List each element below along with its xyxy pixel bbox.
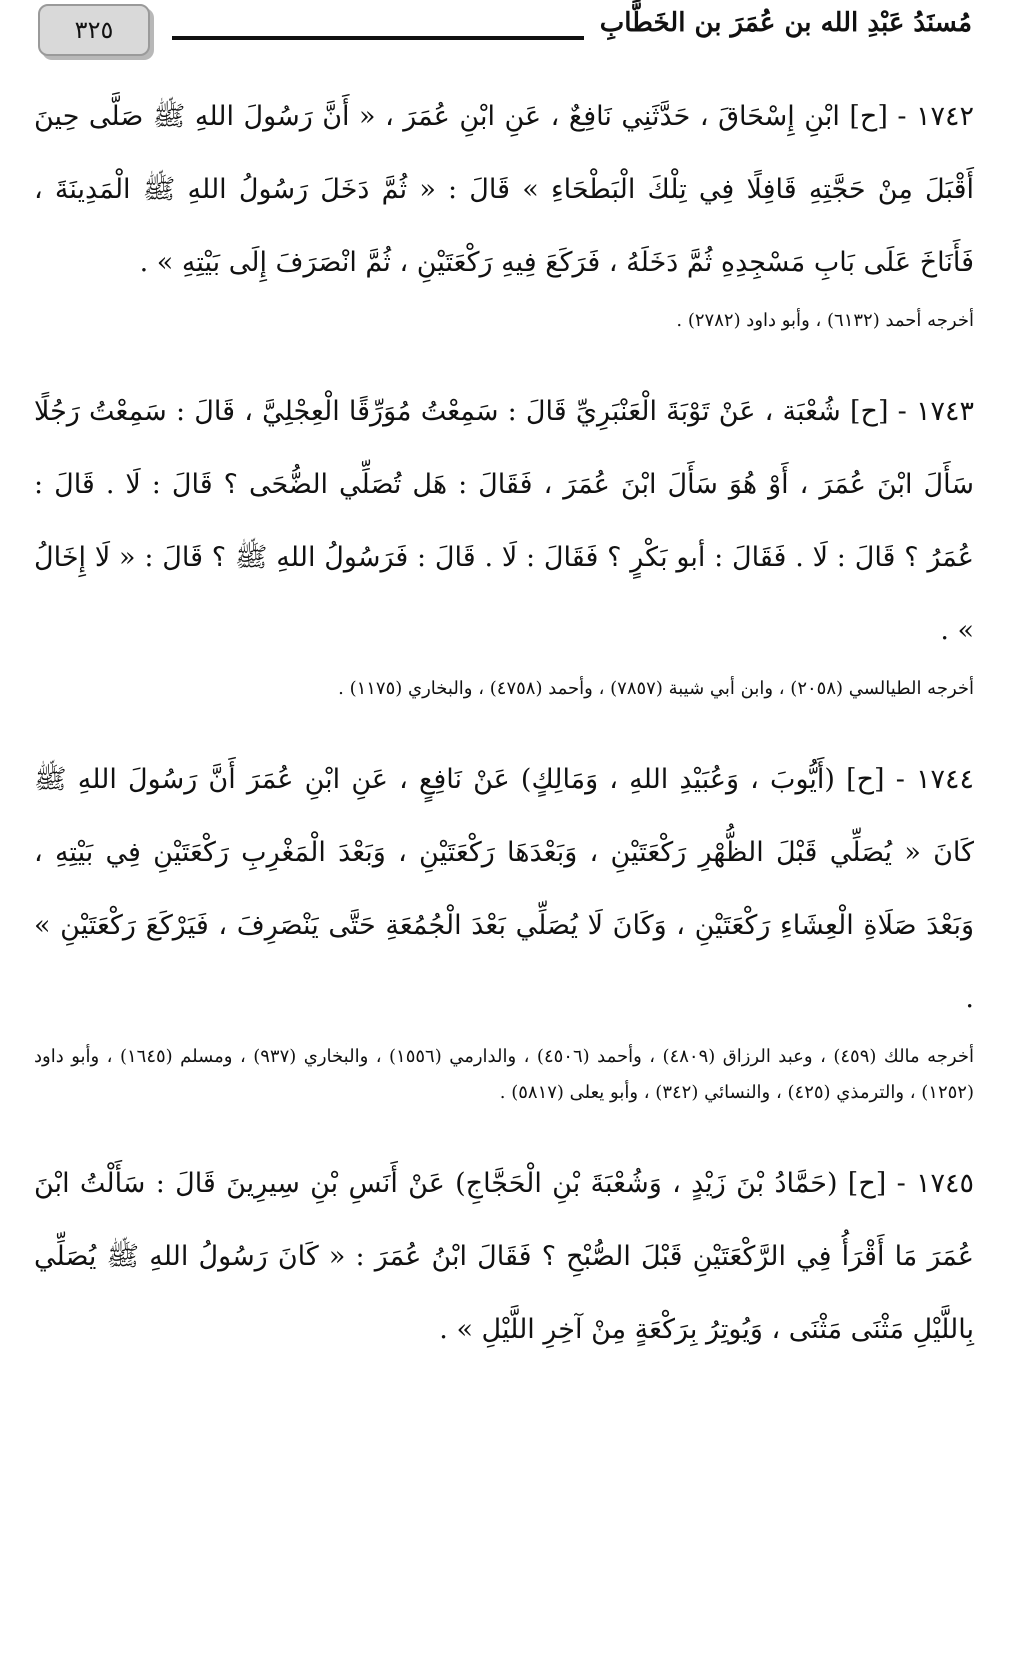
header-rule <box>172 36 584 40</box>
hadith-1742 <box>34 80 974 339</box>
hadith-text: ١٧٤٤ - [ح] (أَيُّوبَ ، وَعُبَيْدِ اللهِ ، وَمَالِكٍ) عَنْ نَافِعٍ ، عَنِ ابْنِ عُمَرَ أَنَّ رَسُولَ اللهِ ﷺ كَانَ « يُصَلِّي قَبْلَ الظُّهْرِ رَكْعَتَيْنِ ، وَبَعْدَهَا رَكْعَتَيْنِ ، وَبَعْدَ الْمَغْرِبِ رَكْعَتَيْنِ فِي بَيْتِهِ ، وَبَعْدَ صَلَاةِ الْعِشَاءِ رَكْعَتَيْنِ ، وَكَانَ لَا يُصَلِّي بَعْدَ الْجُمُعَةِ حَتَّى يَنْصَرِفَ ، فَيَرْكَعَ رَكْعَتَيْنِ » . <box>34 764 974 1014</box>
hadith-1745 <box>34 1147 974 1366</box>
hadith-text: ١٧٤٣ - [ح] شُعْبَة ، عَنْ تَوْبَةَ الْعَنْبَرِيِّ قَالَ : سَمِعْتُ مُوَرِّقًا الْعِجْلِيَّ ، قَالَ : سَمِعْتُ رَجُلًا سَأَلَ ابْنَ عُمَرَ ، أَوْ هُوَ سَأَلَ ابْنَ عُمَرَ ، فَقَالَ : هَل تُصَلِّي الضُّحَى ؟ قَالَ : لَا . قَالَ : عُمَرُ ؟ قَالَ : لَا . فَقَالَ : أبو بَكْرٍ ؟ فَقَالَ : لَا . قَالَ : فَرَسُولُ اللهِ ﷺ ؟ قَالَ : « لَا إِخَالُ » . <box>34 396 974 646</box>
takhrij-note: أخرجه الطيالسي (٢٠٥٨) ، وابن أبي شيبة (٧٨٥٧) ، وأحمد (٤٧٥٨) ، والبخاري (١١٧٥) . <box>338 678 974 699</box>
hadith-1743 <box>34 375 974 707</box>
takhrij-note: أخرجه مالك (٤٥٩) ، وعبد الرزاق (٤٨٠٩) ، وأحمد (٤٥٠٦) ، والدارمي (١٥٥٦) ، والبخاري (٩٣٧) ، ومسلم (١٦٤٥) ، وأبو داود (١٢٥٢) ، والترمذي (٤٢٥) ، والنسائي (٣٤٢) ، وأبو يعلى (٥٨١٧) . <box>34 1046 974 1103</box>
running-title: مُسنَدُ عَبْدِ الله بن عُمَرَ بن الخَطَّابِ <box>599 8 972 38</box>
page-number: ٣٢٥ <box>38 4 150 56</box>
page-header <box>0 0 1010 56</box>
hadith-1744 <box>34 743 974 1111</box>
page-body <box>34 80 974 1366</box>
hadith-text: ١٧٤٥ - [ح] (حَمَّادُ بْنَ زَيْدٍ ، وَشُعْبَةَ بْنِ الْحَجَّاجِ) عَنْ أَنَسِ بْنِ سِيرِينَ قَالَ : سَأَلْتُ ابْنَ عُمَرَ مَا أَقْرَأُ فِي الرَّكْعَتَيْنِ قَبْلَ الصُّبْحِ ؟ فَقَالَ ابْنُ عُمَرَ : « كَانَ رَسُولُ اللهِ ﷺ يُصَلِّي بِاللَّيْلِ مَثْنَى مَثْنَى ، وَيُوتِرُ بِرَكْعَةٍ مِنْ آخِرِ اللَّيْلِ » . <box>34 1168 974 1345</box>
hadith-text: ١٧٤٢ - [ح] ابْنِ إِسْحَاقَ ، حَدَّثَنِي نَافِعٌ ، عَنِ ابْنِ عُمَرَ ، « أَنَّ رَسُولَ اللهِ ﷺ صَلَّى حِينَ أَقْبَلَ مِنْ حَجَّتِهِ قَافِلًا فِي تِلْكَ الْبَطْحَاءِ » قَالَ : « ثُمَّ دَخَلَ رَسُولُ اللهِ ﷺ الْمَدِينَةَ ، فَأَنَاخَ عَلَى بَابِ مَسْجِدِهِ ثُمَّ دَخَلَهُ ، فَرَكَعَ فِيهِ رَكْعَتَيْنِ ، ثُمَّ انْصَرَفَ إِلَى بَيْتِهِ » . <box>34 101 974 278</box>
takhrij-note: أخرجه أحمد (٦١٣٢) ، وأبو داود (٢٧٨٢) . <box>676 310 974 331</box>
